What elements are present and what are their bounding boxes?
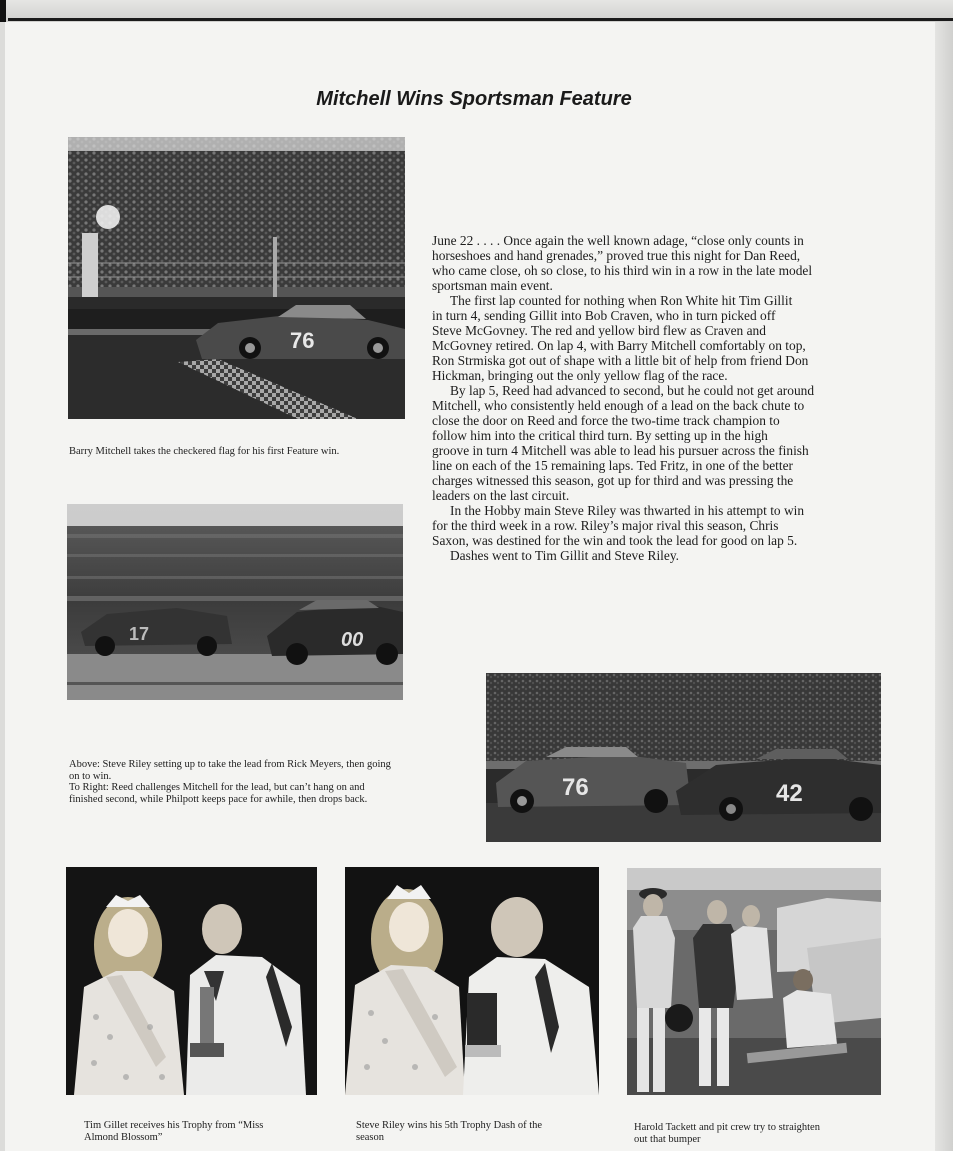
caption-line: Steve Riley wins his 5th Trophy Dash of the	[356, 1120, 543, 1131]
photo-checkered-flag	[68, 137, 405, 419]
article-line: leaders on the last circuit.	[432, 488, 570, 503]
caption-above-right	[69, 759, 391, 805]
caption-line: To Right: Reed challenges Mitchell for the lead, but can’t hang on and	[69, 782, 365, 793]
article-body	[432, 233, 892, 563]
caption-line: Almond Blossom”	[84, 1131, 163, 1143]
article-line: groove in turn 4 Mitchell was able to lead his pursuer across the finish	[432, 443, 809, 458]
caption-line: Above: Steve Riley setting up to take the lead from Rick Meyers, then going	[69, 759, 391, 770]
caption-checkered-flag	[69, 446, 339, 458]
photo-tackett-pit	[627, 868, 881, 1095]
car-number-42: 42	[776, 780, 803, 807]
article-line: Steve McGovney. The red and yellow bird flew as Craven and	[432, 323, 766, 338]
photo-reed-challenge	[486, 673, 881, 842]
article-line: Mitchell, who consistently held enough of a lead on the back chute to	[432, 398, 805, 413]
photo-riley-trophy	[345, 867, 599, 1095]
trophy-icon	[200, 987, 214, 1047]
article-line: Ron Strmiska got out of shape with a little bit of help from friend Don	[432, 353, 809, 368]
article-line: close the door on Reed and force the two-time track champion to	[432, 413, 780, 428]
caption-line: on to win.	[69, 770, 112, 782]
page-edge-shadow	[935, 22, 953, 1151]
article-line: in turn 4, sending Gillit into Bob Craven, who in turn picked off	[432, 308, 776, 323]
article-line: Saxon, was destined for the win and took the lead for good on lap 5.	[432, 533, 798, 548]
article-line: sportsman main event.	[432, 278, 553, 293]
article-line: follow him into the critical third turn. By setting up in the high	[432, 428, 768, 443]
article-line: for the third week in a row. Riley’s major rival this season, Chris	[432, 518, 779, 533]
car-number-76-b: 76	[562, 774, 589, 801]
page-title: Mitchell Wins Sportsman Feature	[316, 88, 632, 110]
article-line: Hickman, bringing out the only yellow flag of the race.	[432, 368, 728, 383]
car-number-76: 76	[290, 328, 315, 353]
caption-tackett	[634, 1122, 820, 1145]
article-line: The first lap counted for nothing when Ron White hit Tim Gillit	[450, 293, 793, 308]
caption-line: out that bumper	[634, 1133, 701, 1145]
article-line: who came close, oh so close, to his third win in a row in the late model	[432, 263, 813, 278]
article-line: line on each of the 15 remaining laps. Ted Fritz, in one of the better	[432, 458, 793, 473]
article-line: McGovney retired. On lap 4, with Barry Mitchell comfortably on top,	[432, 338, 806, 353]
caption-line: Harold Tackett and pit crew try to straighten	[634, 1122, 820, 1133]
article-line: charges witnessed this season, got up for third and was pressing the	[432, 473, 794, 488]
trophy-plaque-icon	[467, 993, 497, 1045]
caption-line: season	[356, 1131, 384, 1143]
caption-checkered-text: Barry Mitchell takes the checkered flag for his first Feature win.	[69, 446, 340, 457]
article-line: June 22 . . . . Once again the well known adage, “close only counts in	[432, 233, 804, 248]
caption-riley	[356, 1120, 542, 1143]
photo-gillet-trophy	[66, 867, 317, 1095]
article-line: horseshoes and hand grenades,” proved true this night for Dan Reed,	[432, 248, 801, 263]
car-number-00: 00	[341, 629, 364, 651]
scan-corner-mark	[0, 0, 6, 22]
caption-line: Tim Gillet receives his Trophy from “Miss	[84, 1120, 264, 1131]
article-line: By lap 5, Reed had advanced to second, but he could not get around	[450, 383, 815, 398]
article-line: Dashes went to Tim Gillit and Steve Riley.	[450, 548, 679, 563]
scan-top-line	[8, 18, 953, 21]
scan-top-edge	[0, 0, 953, 22]
caption-line: finished second, while Philpott keeps pace for awhile, then drops back.	[69, 793, 368, 805]
car-number-17: 17	[129, 624, 150, 644]
caption-gillet	[84, 1120, 263, 1143]
photo-riley-lead	[67, 504, 403, 700]
article-line: In the Hobby main Steve Riley was thwarted in his attempt to win	[450, 503, 805, 518]
